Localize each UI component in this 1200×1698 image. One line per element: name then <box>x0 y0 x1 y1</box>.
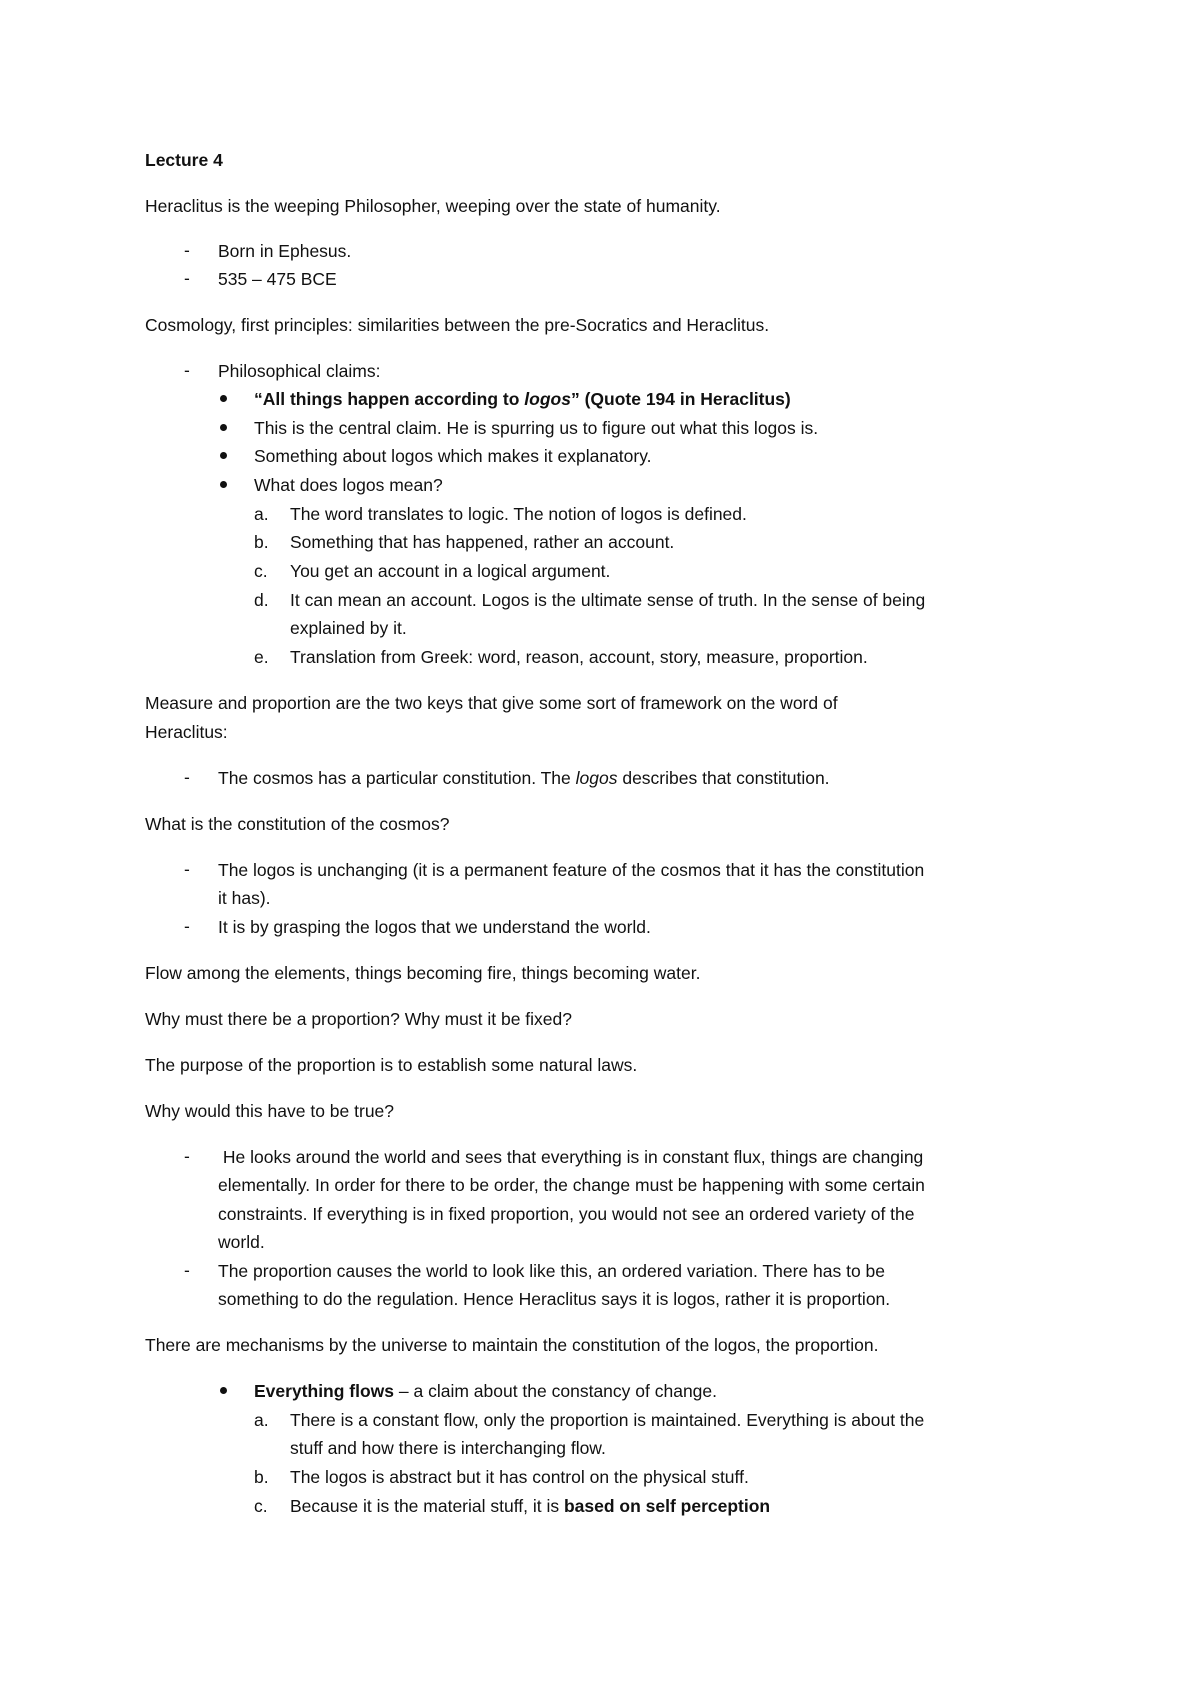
cosmology-heading: Cosmology, first principles: similarities between the pre-Socratics and Heraclitus. <box>145 315 770 335</box>
paragraph-line: Heraclitus: <box>145 722 228 742</box>
paragraph-line: Why would this have to be true? <box>145 1101 395 1121</box>
cosmos-point-logos: logos <box>575 768 618 788</box>
list-item-bold: based on self perception <box>563 1496 771 1516</box>
dash-item-continuation: something to do the regulation. Hence Heraclitus says it is logos, rather it is proportion. <box>218 1289 891 1309</box>
dash-item: He looks around the world and sees that everything is in constant flux, things are changing <box>218 1147 924 1167</box>
fact-birthplace: Born in Ephesus. <box>218 241 352 261</box>
paragraph-line: What is the constitution of the cosmos? <box>145 814 450 834</box>
claim-quote-logos: logos <box>524 389 571 409</box>
list-label: a. <box>254 504 269 524</box>
claims-label: Philosophical claims: <box>218 361 381 381</box>
list-label: a. <box>254 1410 269 1430</box>
claim-item: Something about logos which makes it explanatory. <box>254 446 652 466</box>
bullet-icon <box>220 395 227 402</box>
dash-marker: - <box>184 1146 190 1166</box>
fact-dates: 535 – 475 BCE <box>218 269 337 289</box>
claim-item: This is the central claim. He is spurring us to figure out what this logos is. <box>254 418 819 438</box>
dash-marker: - <box>184 916 190 936</box>
list-label: c. <box>254 1496 268 1516</box>
paragraph-line: Measure and proportion are the two keys that give some sort of framework on the word of <box>145 693 838 713</box>
paragraph-line: Flow among the elements, things becoming fire, things becoming water. <box>145 963 701 983</box>
list-label: e. <box>254 647 269 667</box>
list-item-continuation: stuff and how there is interchanging flow. <box>290 1438 606 1458</box>
claim-quote-start: “All things happen according to <box>254 389 525 409</box>
list-item: The word translates to logic. The notion of logos is defined. <box>290 504 747 524</box>
claim-item: What does logos mean? <box>254 475 443 495</box>
list-label: c. <box>254 561 268 581</box>
list-item: Translation from Greek: word, reason, account, story, measure, proportion. <box>290 647 868 667</box>
flows-bold: Everything flows <box>254 1381 395 1401</box>
list-label: b. <box>254 1467 269 1487</box>
list-item: The logos is abstract but it has control on the physical stuff. <box>290 1467 749 1487</box>
list-item: You get an account in a logical argument. <box>290 561 611 581</box>
page-title: Lecture 4 <box>145 150 223 170</box>
dash-marker: - <box>184 1260 190 1280</box>
bullet-icon <box>220 452 227 459</box>
cosmos-point-end: describes that constitution. <box>617 768 830 788</box>
dash-marker: - <box>184 360 190 380</box>
list-item-text: Because it is the material stuff, it is <box>290 1496 564 1516</box>
dash-item: The proportion causes the world to look like this, an ordered variation. There has to be <box>218 1261 885 1281</box>
dash-marker: - <box>184 240 190 260</box>
claim-quote-end: ” (Quote 194 in Heraclitus) <box>570 389 791 409</box>
list-label: d. <box>254 590 269 610</box>
paragraph-line: There are mechanisms by the universe to maintain the constitution of the logos, the proportion. <box>145 1335 879 1355</box>
dash-item-continuation: it has). <box>218 888 271 908</box>
list-item: There is a constant flow, only the proportion is maintained. Everything is about the <box>290 1410 925 1430</box>
dash-item: It is by grasping the logos that we understand the world. <box>218 917 651 937</box>
bullet-icon <box>220 424 227 431</box>
list-item: Something that has happened, rather an account. <box>290 532 675 552</box>
list-label: b. <box>254 532 269 552</box>
list-item <box>290 1495 770 1517</box>
dash-marker: - <box>184 859 190 879</box>
flows-heading <box>254 1380 717 1402</box>
paragraph-line: Why must there be a proportion? Why must it be fixed? <box>145 1009 572 1029</box>
dash-item: The logos is unchanging (it is a permanent feature of the cosmos that it has the constitution <box>218 860 925 880</box>
list-item-continuation: explained by it. <box>290 618 407 638</box>
dash-item-continuation: world. <box>218 1232 265 1252</box>
dash-marker: - <box>184 767 190 787</box>
dash-item-continuation: elementally. In order for there to be order, the change must be happening with some certain <box>218 1175 925 1195</box>
bullet-icon <box>220 1387 227 1394</box>
cosmos-point <box>218 767 830 789</box>
intro-line: Heraclitus is the weeping Philosopher, weeping over the state of humanity. <box>145 196 721 216</box>
paragraph-line: The purpose of the proportion is to establish some natural laws. <box>145 1055 638 1075</box>
list-item: It can mean an account. Logos is the ultimate sense of truth. In the sense of being <box>290 590 926 610</box>
bullet-icon <box>220 481 227 488</box>
dash-marker: - <box>184 268 190 288</box>
cosmos-point-start: The cosmos has a particular constitution. The <box>218 768 576 788</box>
dash-item-continuation: constraints. If everything is in fixed proportion, you would not see an ordered variety of the <box>218 1204 915 1224</box>
claim-quote <box>254 388 791 410</box>
flows-rest: – a claim about the constancy of change. <box>394 1381 718 1401</box>
